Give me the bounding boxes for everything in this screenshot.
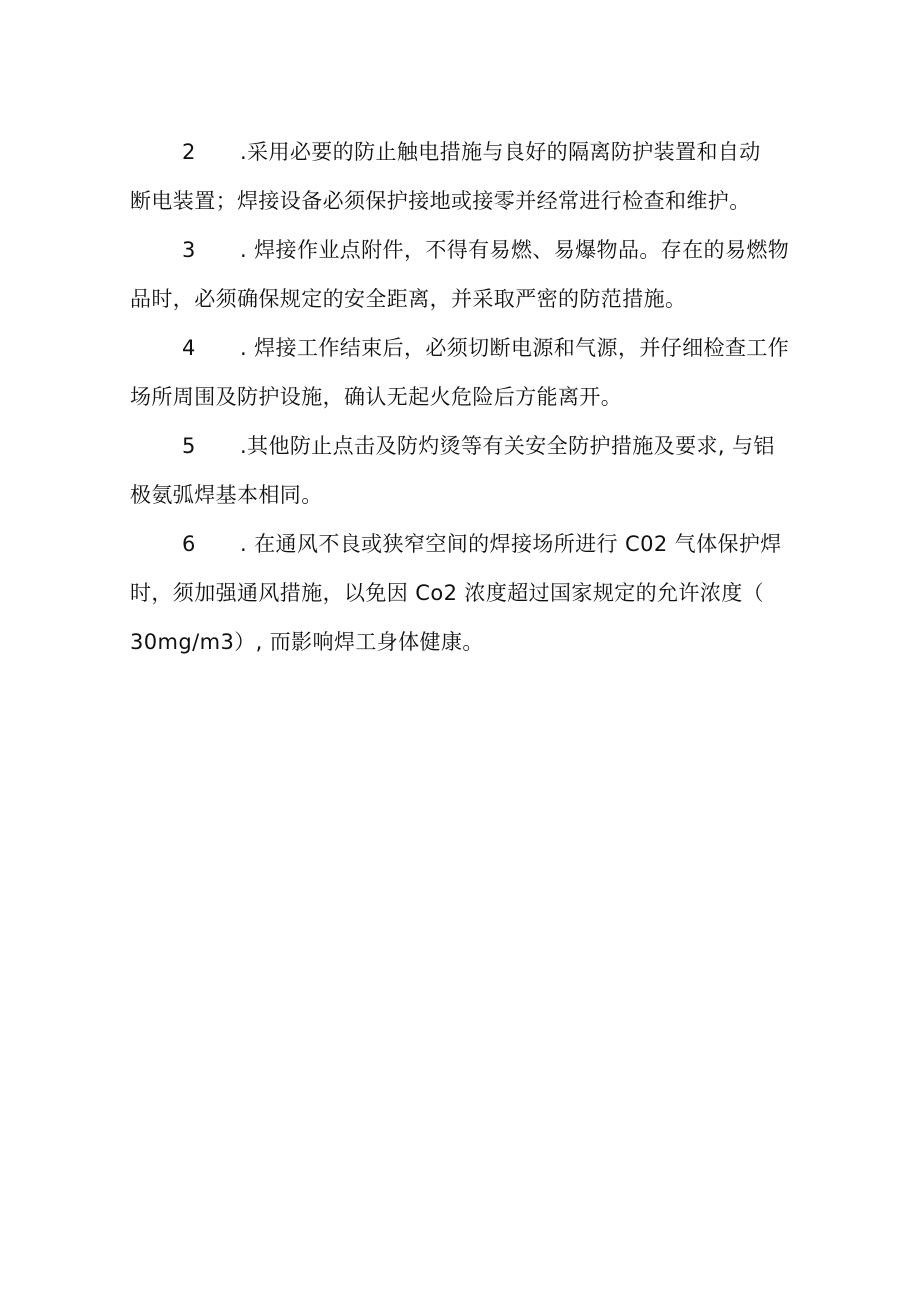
list-item-number: 6 — [182, 532, 196, 556]
list-item — [130, 128, 795, 226]
list-item-text: . 焊接工作结束后，必须切断电源和气源，并仔细检查工作 — [240, 336, 790, 360]
list-item-continuation: 品时，必须确保规定的安全距离，并采取严密的防范措施。 — [130, 287, 687, 311]
list-item-continuation: 30mg/m3）, 而影响焊工身体健康。 — [130, 630, 484, 654]
list-item-continuation: 场所周围及防护设施，确认无起火危险后方能离开。 — [130, 385, 623, 409]
list-item-first-line — [130, 128, 795, 177]
list-item-text: . 在通风不良或狭窄空间的焊接场所进行 C02 气体保护焊 — [240, 532, 782, 556]
list-item-text: .其他防止点击及防灼烫等有关安全防护措施及要求, 与铝 — [240, 434, 775, 458]
list-item-number: 2 — [182, 140, 196, 164]
list-item — [130, 226, 795, 324]
list-item-number: 3 — [182, 238, 196, 262]
list-item — [130, 520, 795, 667]
list-item — [130, 324, 795, 422]
list-item-continuation: 时，须加强通风措施，以免因 Co2 浓度超过国家规定的允许浓度（ — [130, 581, 765, 605]
list-item-continuation: 极氨弧焊基本相同。 — [130, 483, 323, 507]
list-item-continuation: 断电装置；焊接设备必须保护接地或接零并经常进行检查和维护。 — [130, 189, 751, 213]
list-item-first-line — [130, 422, 795, 471]
list-item-first-line — [130, 324, 795, 373]
list-item-first-line — [130, 226, 795, 275]
list-item — [130, 422, 795, 520]
list-item-text: .采用必要的防止触电措施与良好的隔离防护装置和自动 — [240, 140, 761, 164]
list-item-text: . 焊接作业点附件，不得有易燃、易爆物品。存在的易燃物 — [240, 238, 790, 262]
list-item-number: 5 — [182, 434, 196, 458]
list-item-number: 4 — [182, 336, 196, 360]
document-body — [130, 128, 795, 667]
list-item-first-line — [130, 520, 795, 569]
